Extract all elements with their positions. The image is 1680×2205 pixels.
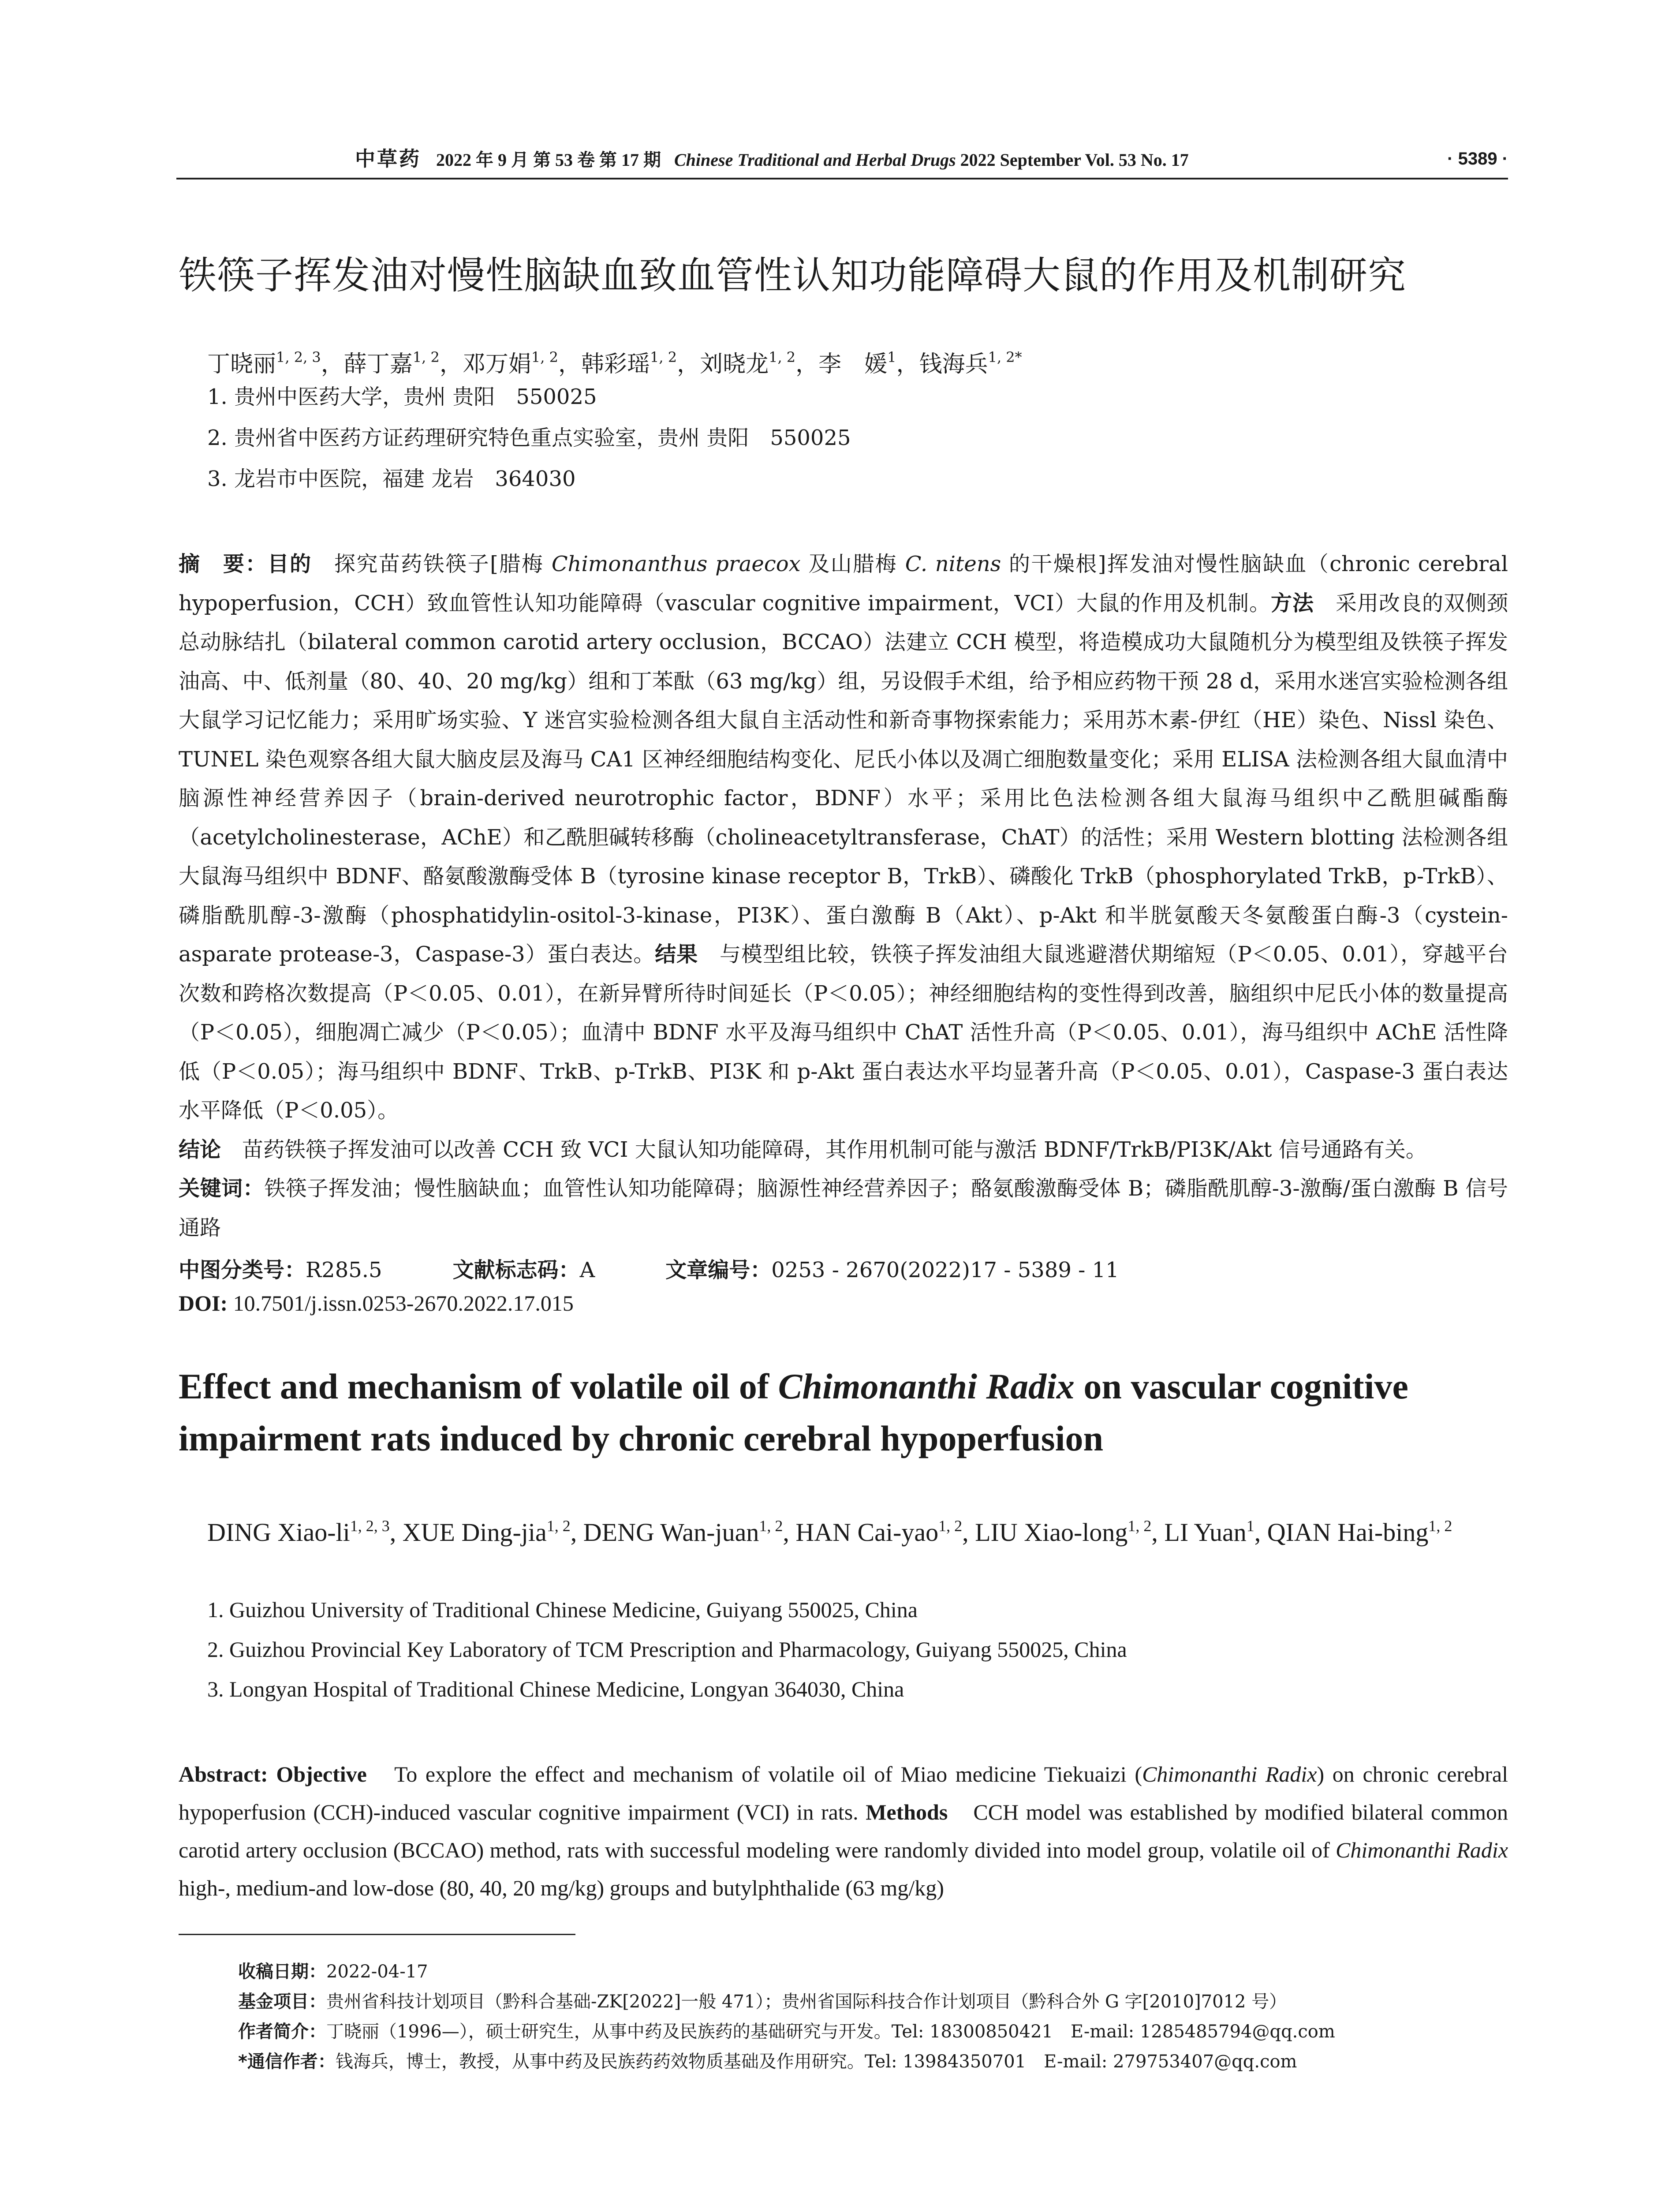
author-name: 钱海兵 [919, 351, 988, 377]
author-affiliation-marker: 1, 2, 3 [350, 1517, 390, 1535]
issue-cn: 2022 年 9 月 第 53 卷 第 17 期 [436, 150, 661, 170]
objective-text-cn: 及山腊梅 [800, 552, 905, 576]
footnote-funding: 基金项目：贵州省科技计划项目（黔科合基础-ZK[2022]一般 471）；贵州省国际科技合作计划项目（黔科合外 G 字[2010]7012 号） [238, 1992, 1287, 2012]
affiliation-cn-3: 3. 龙岩市中医院，福建 龙岩 364030 [207, 467, 576, 491]
results-label-cn: 结果 [655, 942, 698, 967]
author-name: LIU Xiao-long [975, 1518, 1128, 1547]
author-name: 邓万娟 [462, 351, 531, 377]
article-number-label: 文章编号： [665, 1258, 772, 1282]
objective-text-cn: 的干燥根]挥发油对慢性脑缺血（chronic cerebral hypoperfusion，CCH）致血管性认知功能障碍（vascular cognitive impairment，VCI）大鼠的作用及机制。 [179, 552, 1508, 616]
abstract-label-cn: 摘 要： [179, 552, 268, 576]
footnote-received: 收稿日期：2022-04-17 [238, 1962, 428, 1982]
issue-en: 2022 September Vol. 53 No. 17 [960, 150, 1189, 170]
footnote-author-bio: 作者简介：丁晓丽（1996—），硕士研究生，从事中药及民族药的基础研究与开发。Tel: 18300850421 E-mail: 1285485794@qq.com [238, 2022, 1335, 2042]
footnote-corresponding: *通信作者：钱海兵，博士，教授，从事中药及民族药药效物质基础及作用研究。Tel: 13984350701 E-mail: 279753407@qq.com [238, 2052, 1297, 2072]
clc-label: 中图分类号： [179, 1258, 306, 1282]
clc-code: R285.5 [306, 1258, 382, 1282]
author-affiliation-marker: 1, 2, 3 [276, 349, 321, 366]
doi-line [179, 1288, 1508, 1319]
author-name: XUE Ding-jia [402, 1518, 547, 1547]
author-separator: ， [896, 351, 919, 377]
author-name: 李 媛 [818, 351, 888, 377]
author-name: QIAN Hai-bing [1267, 1518, 1429, 1547]
header-rule [176, 178, 1508, 179]
author-name: DING Xiao-li [207, 1518, 350, 1547]
conclusion-label-cn: 结论 [179, 1137, 221, 1162]
author-name: HAN Cai-yao [795, 1518, 939, 1547]
author-separator: , [783, 1518, 796, 1547]
objective-text-cn: 探究苗药铁筷子[腊梅 [312, 552, 552, 576]
affiliation-cn-1: 1. 贵州中医药大学，贵州 贵阳 550025 [207, 385, 597, 409]
author-name: 薛丁嘉 [343, 351, 413, 377]
conclusion-text-cn: 苗药铁筷子挥发油可以改善 CCH 致 VCI 大鼠认知功能障碍，其作用机制可能与激活 BDNF/TrkB/PI3K/Akt 信号通路有关。 [221, 1137, 1427, 1162]
author-affiliation-marker: 1, 2 [938, 1517, 963, 1535]
author-affiliation-marker: 1, 2 [412, 349, 440, 366]
keywords-cn: 铁筷子挥发油；慢性脑缺血；血管性认知功能障碍；脑源性神经营养因子；酪氨酸激酶受体 B；磷脂酰肌醇-3-激酶/蛋白激酶 B 信号通路 [179, 1176, 1508, 1240]
title-cn: 铁筷子挥发油对慢性脑缺血致血管性认知功能障碍大鼠的作用及机制研究 [179, 254, 1406, 298]
classification-line [179, 1255, 1508, 1286]
abstract-label-en: Abstract: Objective [179, 1762, 367, 1786]
author-separator: ， [439, 351, 463, 377]
author-affiliation-marker: 1, 2 [531, 349, 558, 366]
author-separator: ， [321, 351, 344, 377]
author-separator: , [962, 1518, 975, 1547]
title-en: Effect and mechanism of volatile oil of Chimonanthi Radix on vascular cognitive impairment rats induced by chronic cerebral hypoperfusion [179, 1366, 1408, 1458]
author-affiliation-marker: 1, 2 [759, 1517, 783, 1535]
results-text-cn: 与模型组比较，铁筷子挥发油组大鼠逃避潜伏期缩短（P＜0.05、0.01），穿越平台次数和跨格次数提高（P＜0.05、0.01），在新异臂所待时间延长（P＜0.05）；神经细胞结构的变性得到改善，脑组织中尼氏小体的数量提高（P＜0.05），细胞凋亡减少（P＜0.05）；血清中 BDNF 水平及海马组织中 ChAT 活性升高（P＜0.05、0.01），海马组织中 AChE 活性降低（P＜0.05）；海马组织中 BDNF、TrkB、p-TrkB、PI3K 和 p-Akt 蛋白表达水平均显著升高（P＜0.05、0.01），Caspase-3 蛋白表达水平降低（P＜0.05）。 [179, 942, 1508, 1123]
title-species: Chimonanthi Radix [778, 1366, 1075, 1406]
doi-link[interactable]: 10.7501/j.issn.0253-2670.2022.17.015 [228, 1291, 574, 1316]
page-number: · 5389 · [1447, 149, 1508, 168]
abstract-cn [179, 545, 1508, 1247]
author-affiliation-marker: 1 [887, 349, 896, 366]
author-affiliation-marker: 1, 2 [1127, 1517, 1152, 1535]
affiliation-en-3: 3. Longyan Hospital of Traditional Chinese Medicine, Longyan 364030, China [207, 1677, 904, 1701]
author-separator: , [1151, 1518, 1165, 1547]
author-separator: ， [558, 351, 581, 377]
doc-code-label: 文献标志码： [452, 1258, 580, 1282]
methods-label-cn: 方法 [1270, 590, 1314, 616]
author-name: LI Yuan [1164, 1518, 1247, 1547]
author-affiliation-marker: 1, 2 [650, 349, 677, 366]
author-name: 刘晓龙 [700, 351, 769, 377]
author-separator: , [570, 1518, 583, 1547]
methods-text-cn: 采用改良的双侧颈总动脉结扎（bilateral common carotid artery occlusion，BCCAO）法建立 CCH 模型，将造模成功大鼠随机分为模型组及铁筷子挥发油高、中、低剂量（80、40、20 mg/kg）组和丁苯酞（63 mg/kg）组，另设假手术组，给予相应药物干预 28 d，采用水迷宫实验检测各组大鼠学习记忆能力；采用旷场实验、Y 迷宫实验检测各组大鼠自主活动性和新奇事物探索能力；采用苏木素-伊红（HE）染色、Nissl 染色、TUNEL 染色观察各组大鼠大脑皮层及海马 CA1 区神经细胞结构变化、尼氏小体以及凋亡细胞数量变化；采用 ELISA 法检测各组大鼠血清中脑源性神经营养因子（brain-derived neurotrophic factor，BDNF）水平；采用比色法检测各组大鼠海马组织中乙酰胆碱酯酶（acetylcholinesterase，AChE）和乙酰胆碱转移酶（cholineacetyltransferase，ChAT）的活性；采用 Western blotting 法检测各组大鼠海马组织中 BDNF、酪氨酸激酶受体 B（tyrosine kinase receptor B，TrkB）、磷酸化 TrkB（phosphorylated TrkB，p-TrkB）、磷脂酰肌醇-3-激酶（phosphatidylin-ositol-3-kinase，PI3K）、蛋白激酶 B（Akt）、p-Akt 和半胱氨酸天冬氨酸蛋白酶-3（cystein-asparate protease-3，Caspase-3）蛋白表达。 [179, 590, 1508, 967]
doc-code: A [579, 1258, 595, 1282]
journal-name-en: Chinese Traditional and Herbal Drugs [674, 150, 956, 170]
authors-cn [207, 340, 1486, 382]
author-affiliation-marker: 1 [1246, 1517, 1254, 1535]
abstract-en: Abstract: Objective To explore the effect and mechanism of volatile oil of Miao medicine Tiekuaizi (Chimonanthi Radix) on chronic cerebral hypoperfusion (CCH)-induced vascular cognitive impairment (VCI) in rats. Methods CCH model was established by modified bilateral common carotid artery occlusion (BCCAO) method, rats with successful modeling were randomly divided into model group, volatile oil of Chimonanthi Radix high-, medium-and low-dose (80, 40, 20 mg/kg) groups and butylphthalide (63 mg/kg) [179, 1762, 1508, 1900]
keywords-label-cn: 关键词： [179, 1176, 265, 1201]
article-number: 0253 - 2670(2022)17 - 5389 - 11 [771, 1258, 1119, 1282]
objective-label-cn: 目的 [267, 552, 312, 576]
author-name: 韩彩瑶 [581, 351, 650, 377]
authors-en [207, 1506, 1508, 1552]
affiliation-cn-2: 2. 贵州省中医药方证药理研究特色重点实验室，贵州 贵阳 550025 [207, 426, 851, 450]
species-name: Chimonanthus praecox [551, 552, 801, 576]
author-separator: ， [677, 351, 700, 377]
affiliation-en-2: 2. Guizhou Provincial Key Laboratory of TCM Prescription and Pharmacology, Guiyang 550025, China [207, 1637, 1127, 1662]
affiliation-en-1: 1. Guizhou University of Traditional Chinese Medicine, Guiyang 550025, China [207, 1597, 918, 1622]
species-name: C. nitens [905, 552, 1001, 576]
author-affiliation-marker: 1, 2 [769, 349, 796, 366]
footnote-rule [179, 1934, 575, 1935]
author-affiliation-marker: 1, 2* [988, 349, 1022, 366]
author-separator: , [389, 1518, 403, 1547]
author-affiliation-marker: 1, 2 [546, 1517, 571, 1535]
author-name: DENG Wan-juan [583, 1518, 759, 1547]
doi-label: DOI: [179, 1291, 228, 1316]
author-separator: ， [795, 351, 819, 377]
journal-name-cn: 中草药 [355, 147, 421, 171]
running-header [176, 141, 1508, 176]
author-separator: , [1254, 1518, 1267, 1547]
methods-label-en: Methods [866, 1800, 948, 1824]
author-affiliation-marker: 1, 2 [1428, 1517, 1452, 1535]
author-name: 丁晓丽 [207, 351, 276, 377]
